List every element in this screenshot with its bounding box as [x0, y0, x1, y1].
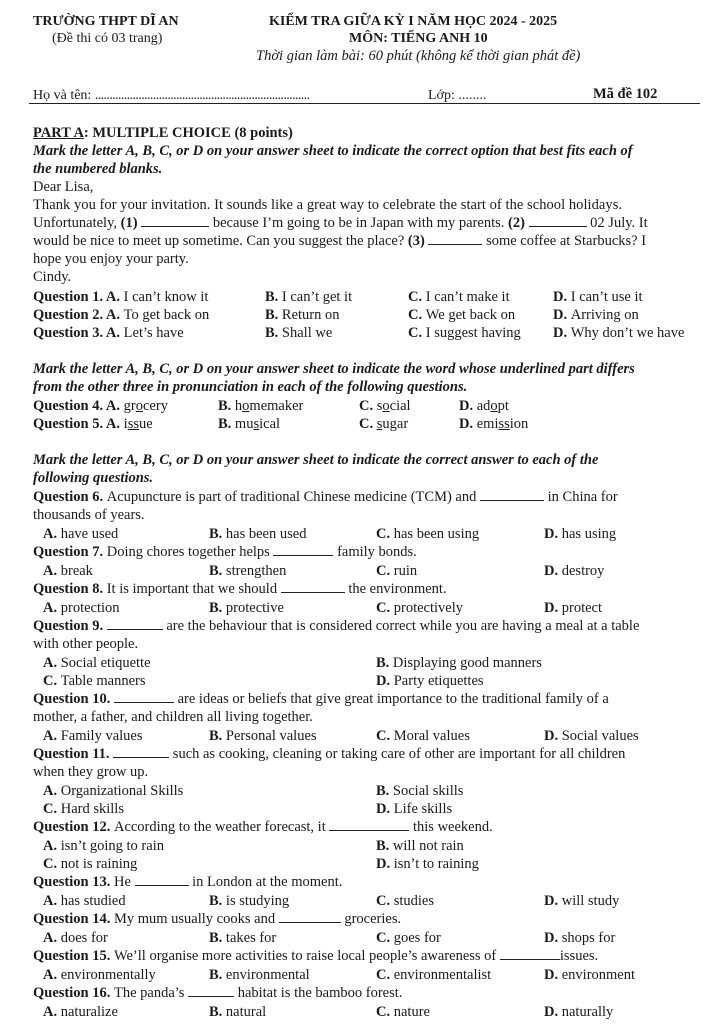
instruction-3a: Mark the letter A, B, C, or D on your answer sheet to indicate the correct answer to each of the [33, 452, 599, 468]
letter-line-1: Thank you for your invitation. It sounds like a great way to celebrate the start of the school holidays. [33, 197, 623, 213]
blank-13 [135, 875, 189, 886]
blank-9 [107, 619, 163, 630]
blank-2 [529, 216, 587, 227]
question-9-stem: Question 9. are the behaviour that is considered correct while you are having a meal at a table [33, 618, 640, 634]
blank-10 [114, 692, 174, 703]
question-10-stem-cont: mother, a father, and children all living together. [33, 709, 313, 725]
question-5: Question 5. A. issue [33, 416, 153, 432]
q14-option-d[interactable]: D. shops for [544, 930, 616, 946]
q14-option-b[interactable]: B. takes for [209, 930, 277, 946]
q2-option-c[interactable]: C. We get back on [408, 307, 516, 323]
q7-option-a[interactable]: A. break [43, 563, 93, 579]
q15-option-d[interactable]: D. environment [544, 967, 636, 983]
blank-7 [273, 545, 333, 556]
q1-option-b[interactable]: B. I can’t get it [265, 289, 353, 305]
question-6-stem-cont: thousands of years. [33, 507, 145, 523]
question-9-stem-cont: with other people. [33, 636, 139, 652]
question-7-stem: Question 7. Doing chores together helps family bonds. [33, 544, 417, 560]
blank-15 [500, 949, 560, 960]
class-line [428, 88, 486, 104]
q16-option-c[interactable]: C. nature [376, 1004, 430, 1020]
letter-line-2: Unfortunately, (1) because I’m going to be in Japan with my parents. (2) 02 July. It [33, 215, 648, 231]
instruction-1b: the numbered blanks. [33, 161, 163, 177]
q11-option-b[interactable]: B. Social skills [376, 783, 464, 799]
q13-option-b[interactable]: B. is studying [209, 893, 290, 909]
blank-14 [279, 912, 341, 923]
name-label: Họ và tên: [33, 88, 95, 103]
question-2: Question 2. A. To get back on [33, 307, 210, 323]
q3-option-b[interactable]: B. Shall we [265, 325, 333, 341]
time-note: Thời gian làm bài: 60 phút (không kể thời gian phát đề) [256, 48, 581, 64]
q10-option-a[interactable]: A. Family values [43, 728, 143, 744]
q10-option-d[interactable]: D. Social values [544, 728, 639, 744]
question-11-stem-cont: when they grow up. [33, 764, 149, 780]
subject-title: MÔN: TIẾNG ANH 10 [349, 31, 488, 46]
q16-option-d[interactable]: D. naturally [544, 1004, 614, 1020]
q5-option-d[interactable]: D. emission [459, 416, 529, 432]
pages-note: (Đề thi có 03 trang) [52, 31, 163, 46]
exam-title: KIỂM TRA GIỮA KỲ I NĂM HỌC 2024 - 2025 [269, 14, 558, 29]
student-name-line [33, 88, 309, 104]
q13-option-d[interactable]: D. will study [544, 893, 620, 909]
q12-option-a[interactable]: A. isn’t going to rain [43, 838, 164, 854]
name-dots: .......................................................................... [94, 88, 310, 103]
question-8-stem: Question 8. It is important that we should the environment. [33, 581, 447, 597]
question-14-stem: Question 14. My mum usually cooks and groceries. [33, 911, 402, 927]
q5-option-c[interactable]: C. sugar [359, 416, 409, 432]
part-a-title: PART A: MULTIPLE CHOICE (8 points) [33, 125, 293, 141]
q8-option-a[interactable]: A. protection [43, 600, 120, 616]
q6-option-a[interactable]: A. have used [43, 526, 119, 542]
q6-option-b[interactable]: B. has been used [209, 526, 307, 542]
instruction-3b: following questions. [33, 470, 154, 486]
header-divider [29, 103, 700, 104]
q4-option-d[interactable]: D. adopt [459, 398, 509, 414]
letter-line-4: hope you enjoy your party. [33, 251, 189, 267]
question-16-stem: Question 16. The panda’s habitat is the bamboo forest. [33, 985, 403, 1001]
q9-option-c[interactable]: C. Table manners [43, 673, 146, 689]
question-4: Question 4. A. grocery [33, 398, 168, 414]
blank-3 [428, 234, 482, 245]
letter-greeting: Dear Lisa, [33, 179, 94, 195]
q12-option-c[interactable]: C. not is raining [43, 856, 138, 872]
blank-6 [480, 490, 544, 501]
q4-option-b[interactable]: B. homemaker [218, 398, 304, 414]
blank-1 [141, 216, 209, 227]
q9-option-d[interactable]: D. Party etiquettes [376, 673, 484, 689]
q1-option-d[interactable]: D. I can’t use it [553, 289, 643, 305]
q7-option-b[interactable]: B. strengthen [209, 563, 287, 579]
question-10-stem: Question 10. are ideas or beliefs that give great importance to the traditional family of a [33, 691, 609, 707]
q7-option-c[interactable]: C. ruin [376, 563, 418, 579]
q13-option-c[interactable]: C. studies [376, 893, 435, 909]
q7-option-d[interactable]: D. destroy [544, 563, 605, 579]
class-label: Lớp: [428, 88, 459, 103]
school-name: TRƯỜNG THPT DĨ AN [33, 14, 179, 29]
instruction-2a: Mark the letter A, B, C, or D on your answer sheet to indicate the word whose underlined part differs [33, 361, 635, 377]
class-dots: ........ [458, 88, 487, 103]
question-3: Question 3. A. Let’s have [33, 325, 184, 341]
q8-option-c[interactable]: C. protectively [376, 600, 463, 616]
q3-option-c[interactable]: C. I suggest having [408, 325, 521, 341]
q9-option-a[interactable]: A. Social etiquette [43, 655, 151, 671]
question-1: Question 1. A. I can’t know it [33, 289, 209, 305]
instruction-2b: from the other three in pronunciation in each of the following questions. [33, 379, 468, 395]
q11-option-a[interactable]: A. Organizational Skills [43, 783, 184, 799]
letter-line-3: would be nice to meet up sometime. Can you suggest the place? (3) some coffee at Starbucks? I [33, 233, 647, 249]
q14-option-c[interactable]: C. goes for [376, 930, 441, 946]
blank-16 [188, 986, 234, 997]
q1-option-c[interactable]: C. I can’t make it [408, 289, 510, 305]
blank-8 [281, 582, 345, 593]
q11-option-d[interactable]: D. Life skills [376, 801, 453, 817]
q8-option-b[interactable]: B. protective [209, 600, 284, 616]
letter-signature: Cindy. [33, 269, 72, 285]
q3-option-d[interactable]: D. Why don’t we have [553, 325, 685, 341]
q15-option-a[interactable]: A. environmentally [43, 967, 156, 983]
q12-option-b[interactable]: B. will not rain [376, 838, 464, 854]
blank-12 [329, 820, 409, 831]
q10-option-b[interactable]: B. Personal values [209, 728, 317, 744]
q15-option-c[interactable]: C. environmentalist [376, 967, 492, 983]
exam-code: Mã đề 102 [593, 86, 658, 102]
q5-option-b[interactable]: B. musical [218, 416, 281, 432]
q14-option-a[interactable]: A. does for [43, 930, 108, 946]
q16-option-a[interactable]: A. naturalize [43, 1004, 118, 1020]
question-11-stem: Question 11. such as cooking, cleaning or taking care of other are important for all children [33, 746, 626, 762]
q6-option-c[interactable]: C. has been using [376, 526, 480, 542]
q8-option-d[interactable]: D. protect [544, 600, 602, 616]
blank-11 [113, 747, 169, 758]
q6-option-d[interactable]: D. has using [544, 526, 617, 542]
question-13-stem: Question 13. He in London at the moment. [33, 874, 343, 890]
instruction-1a: Mark the letter A, B, C, or D on your answer sheet to indicate the correct option that best fits each of [33, 143, 633, 159]
q13-option-a[interactable]: A. has studied [43, 893, 126, 909]
q2-option-d[interactable]: D. Arriving on [553, 307, 639, 323]
q15-option-b[interactable]: B. environmental [209, 967, 310, 983]
q10-option-c[interactable]: C. Moral values [376, 728, 470, 744]
q9-option-b[interactable]: B. Displaying good manners [376, 655, 542, 671]
q12-option-d[interactable]: D. isn’t to raining [376, 856, 479, 872]
q11-option-c[interactable]: C. Hard skills [43, 801, 124, 817]
question-15-stem: Question 15. We’ll organise more activities to raise local people’s awareness of issues. [33, 948, 599, 964]
question-6-stem: Question 6. Acupuncture is part of traditional Chinese medicine (TCM) and in China for [33, 489, 618, 505]
question-12-stem: Question 12. According to the weather forecast, it this weekend. [33, 819, 493, 835]
q2-option-b[interactable]: B. Return on [265, 307, 340, 323]
q16-option-b[interactable]: B. natural [209, 1004, 267, 1020]
q4-option-c[interactable]: C. social [359, 398, 411, 414]
